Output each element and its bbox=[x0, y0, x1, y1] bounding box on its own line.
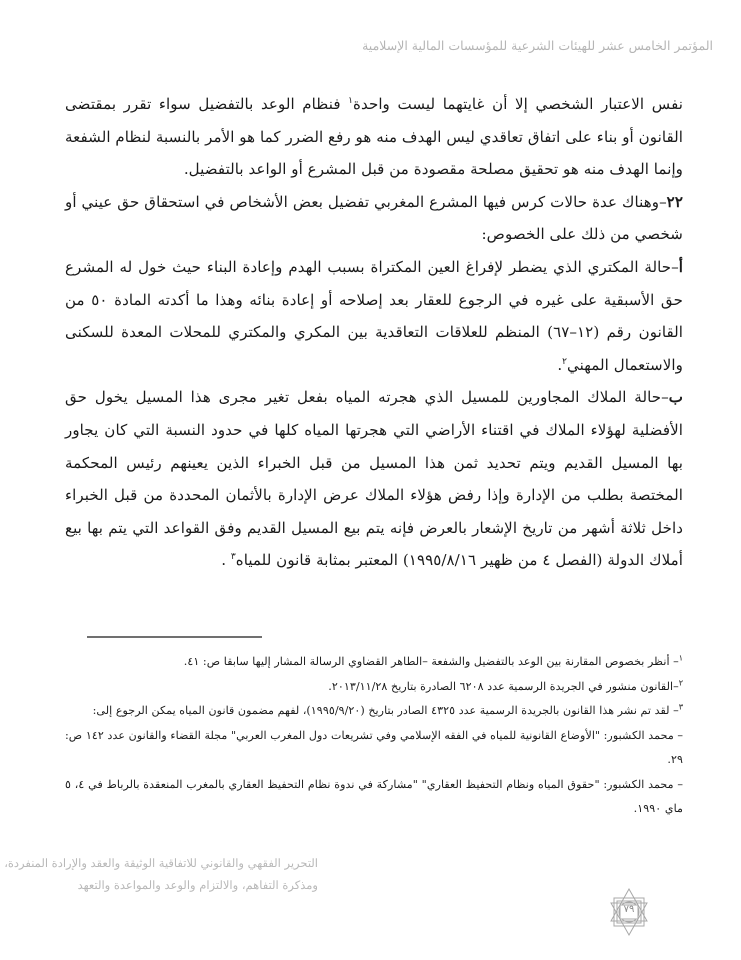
footnote-mark: ٣ bbox=[678, 702, 683, 712]
footnotes bbox=[65, 650, 683, 822]
footnote-text: – محمد الكشبور: "حقوق المياه ونظام التحفيظ العقاري" "مشاركة في ندوة نظام التحفيظ العقاري بالمغرب المنعقدة بالرباط في ٤، ٥ ماي ١٩٩٠. bbox=[65, 777, 683, 815]
list-item-letter: أ bbox=[678, 257, 683, 276]
running-footer bbox=[4, 852, 318, 896]
list-item-a bbox=[65, 251, 683, 381]
paragraph-text: –وهناك عدة حالات كرس فيها المشرع المغربي تفضيل بعض الأشخاص في استحقاق حق عيني أو شخصي من ذلك على الخصوص: bbox=[65, 192, 683, 244]
running-header: المؤتمر الخامس عشر للهيئات الشرعية للمؤسسات المالية الإسلامية bbox=[362, 38, 713, 53]
paragraph-22 bbox=[65, 186, 683, 251]
list-item-text: –حالة الملاك المجاورين للمسيل الذي هجرته المياه بفعل تغير مجرى هذا المسيل يخول حق الأفضلية لهؤلاء الملاك في اقتناء الأراضي التي هجرتها المياه كلها في حدود النسبة التي كان يجاور بها المسيل القديم ويتم تحديد ثمن هذا المسيل من قبل الخبراء الذين يعينهم رئيس المحكمة المختصة بطلب من الإدارة وإذا رفض هؤلاء الملاك عرض الإدارة بالأثمان المحددة من قبل الخبراء داخل ثلاثة أشهر من تاريخ الإشعار بالعرض فإنه يتم بيع المسيل القديم وفق القواعد التي يتم بها بيع أملاك الدولة (الفصل ٤ من ظهير ١٩٩٥/٨/١٦) المعتبر بمثابة قانون للمياه bbox=[65, 388, 683, 570]
footnote-3 bbox=[65, 699, 683, 724]
list-item-text-end: . bbox=[221, 551, 231, 570]
footnote-separator bbox=[87, 636, 262, 638]
footnote-ref-3[interactable]: ٣ bbox=[230, 552, 236, 563]
page-number-ornament bbox=[608, 887, 650, 937]
list-item-letter: ب bbox=[668, 388, 683, 407]
footnote-1 bbox=[65, 650, 683, 675]
footnote-text: – محمد الكشبور: "الأوضاع القانونية للمياه في الفقه الإسلامي وفي تشريعات دول المغرب العربي" مجلة القضاء والقانون عدد ١٤٢ ص: ٢٩. bbox=[65, 728, 683, 766]
paragraph-text: فنظام الوعد بالتفضيل سواء تقرر بمقتضى القانون أو بناء على اتفاق تعاقدي ليس الهدف منه هو رفع الضرر كما هو الأمر بالنسبة لنظام الشفعة وإنما الهدف منه هو تحقيق مصلحة مقصودة من قبل المشرع أو الواعد بالتفضيل. bbox=[65, 95, 683, 179]
footnote-text: – لقد تم نشر هذا القانون بالجريدة الرسمية عدد ٤٣٢٥ الصادر بتاريخ (١٩٩٥/٩/٢٠)، لفهم مضمون قانون المياه يمكن الرجوع إلى: bbox=[92, 704, 679, 717]
footnote-reference bbox=[65, 724, 683, 773]
body-text bbox=[65, 88, 683, 577]
footnote-reference bbox=[65, 773, 683, 822]
footnote-mark: ٢ bbox=[678, 677, 683, 687]
footer-line-2: ومذكرة التفاهم، والالتزام والوعد والمواعدة والتعهد bbox=[77, 878, 318, 892]
paragraph-text: نفس الاعتبار الشخصي إلا أن غايتهما ليست واحدة bbox=[353, 95, 683, 113]
list-item-b bbox=[65, 381, 683, 577]
paragraph-number: ٢٢ bbox=[666, 192, 683, 211]
footnote-ref-1[interactable]: ١ bbox=[348, 95, 354, 106]
footer-line-1: التحرير الفقهي والقانوني للاتفاقية الوثيقة والعقد والإرادة المنفردة، bbox=[4, 856, 318, 870]
list-item-text-end: . bbox=[557, 355, 563, 374]
footnote-ref-2[interactable]: ٢ bbox=[562, 356, 567, 367]
page-number: ٧٩ bbox=[623, 904, 635, 915]
paragraph-continuation bbox=[65, 88, 683, 186]
footnote-2 bbox=[65, 675, 683, 700]
footnote-mark: ١ bbox=[678, 653, 683, 663]
footnote-text: – أنظر بخصوص المقارنة بين الوعد بالتفضيل والشفعة –الطاهر القضاوي الرسالة المشار إليها سابقا ص: ٤١. bbox=[183, 655, 679, 668]
footnote-text: –القانون منشور في الجريدة الرسمية عدد ٦٢٠٨ الصادرة بتاريخ ٢٠١٣/١١/٢٨. bbox=[328, 679, 679, 693]
list-item-text: –حالة المكتري الذي يضطر لإفراغ العين المكتراة بسبب الهدم وإعادة البناء حيث خول له المشرع حق الأسبقية على غيره في الرجوع للعقار بعد إصلاحه أو إعادة بنائه وهذا ما أكدته المادة ٥٠ من القانون رقم (١٢–٦٧) المنظم للعلاقات التعاقدية بين المكري والمكتري للمحلات المعدة للسكنى والاستعمال المهني bbox=[65, 257, 683, 374]
